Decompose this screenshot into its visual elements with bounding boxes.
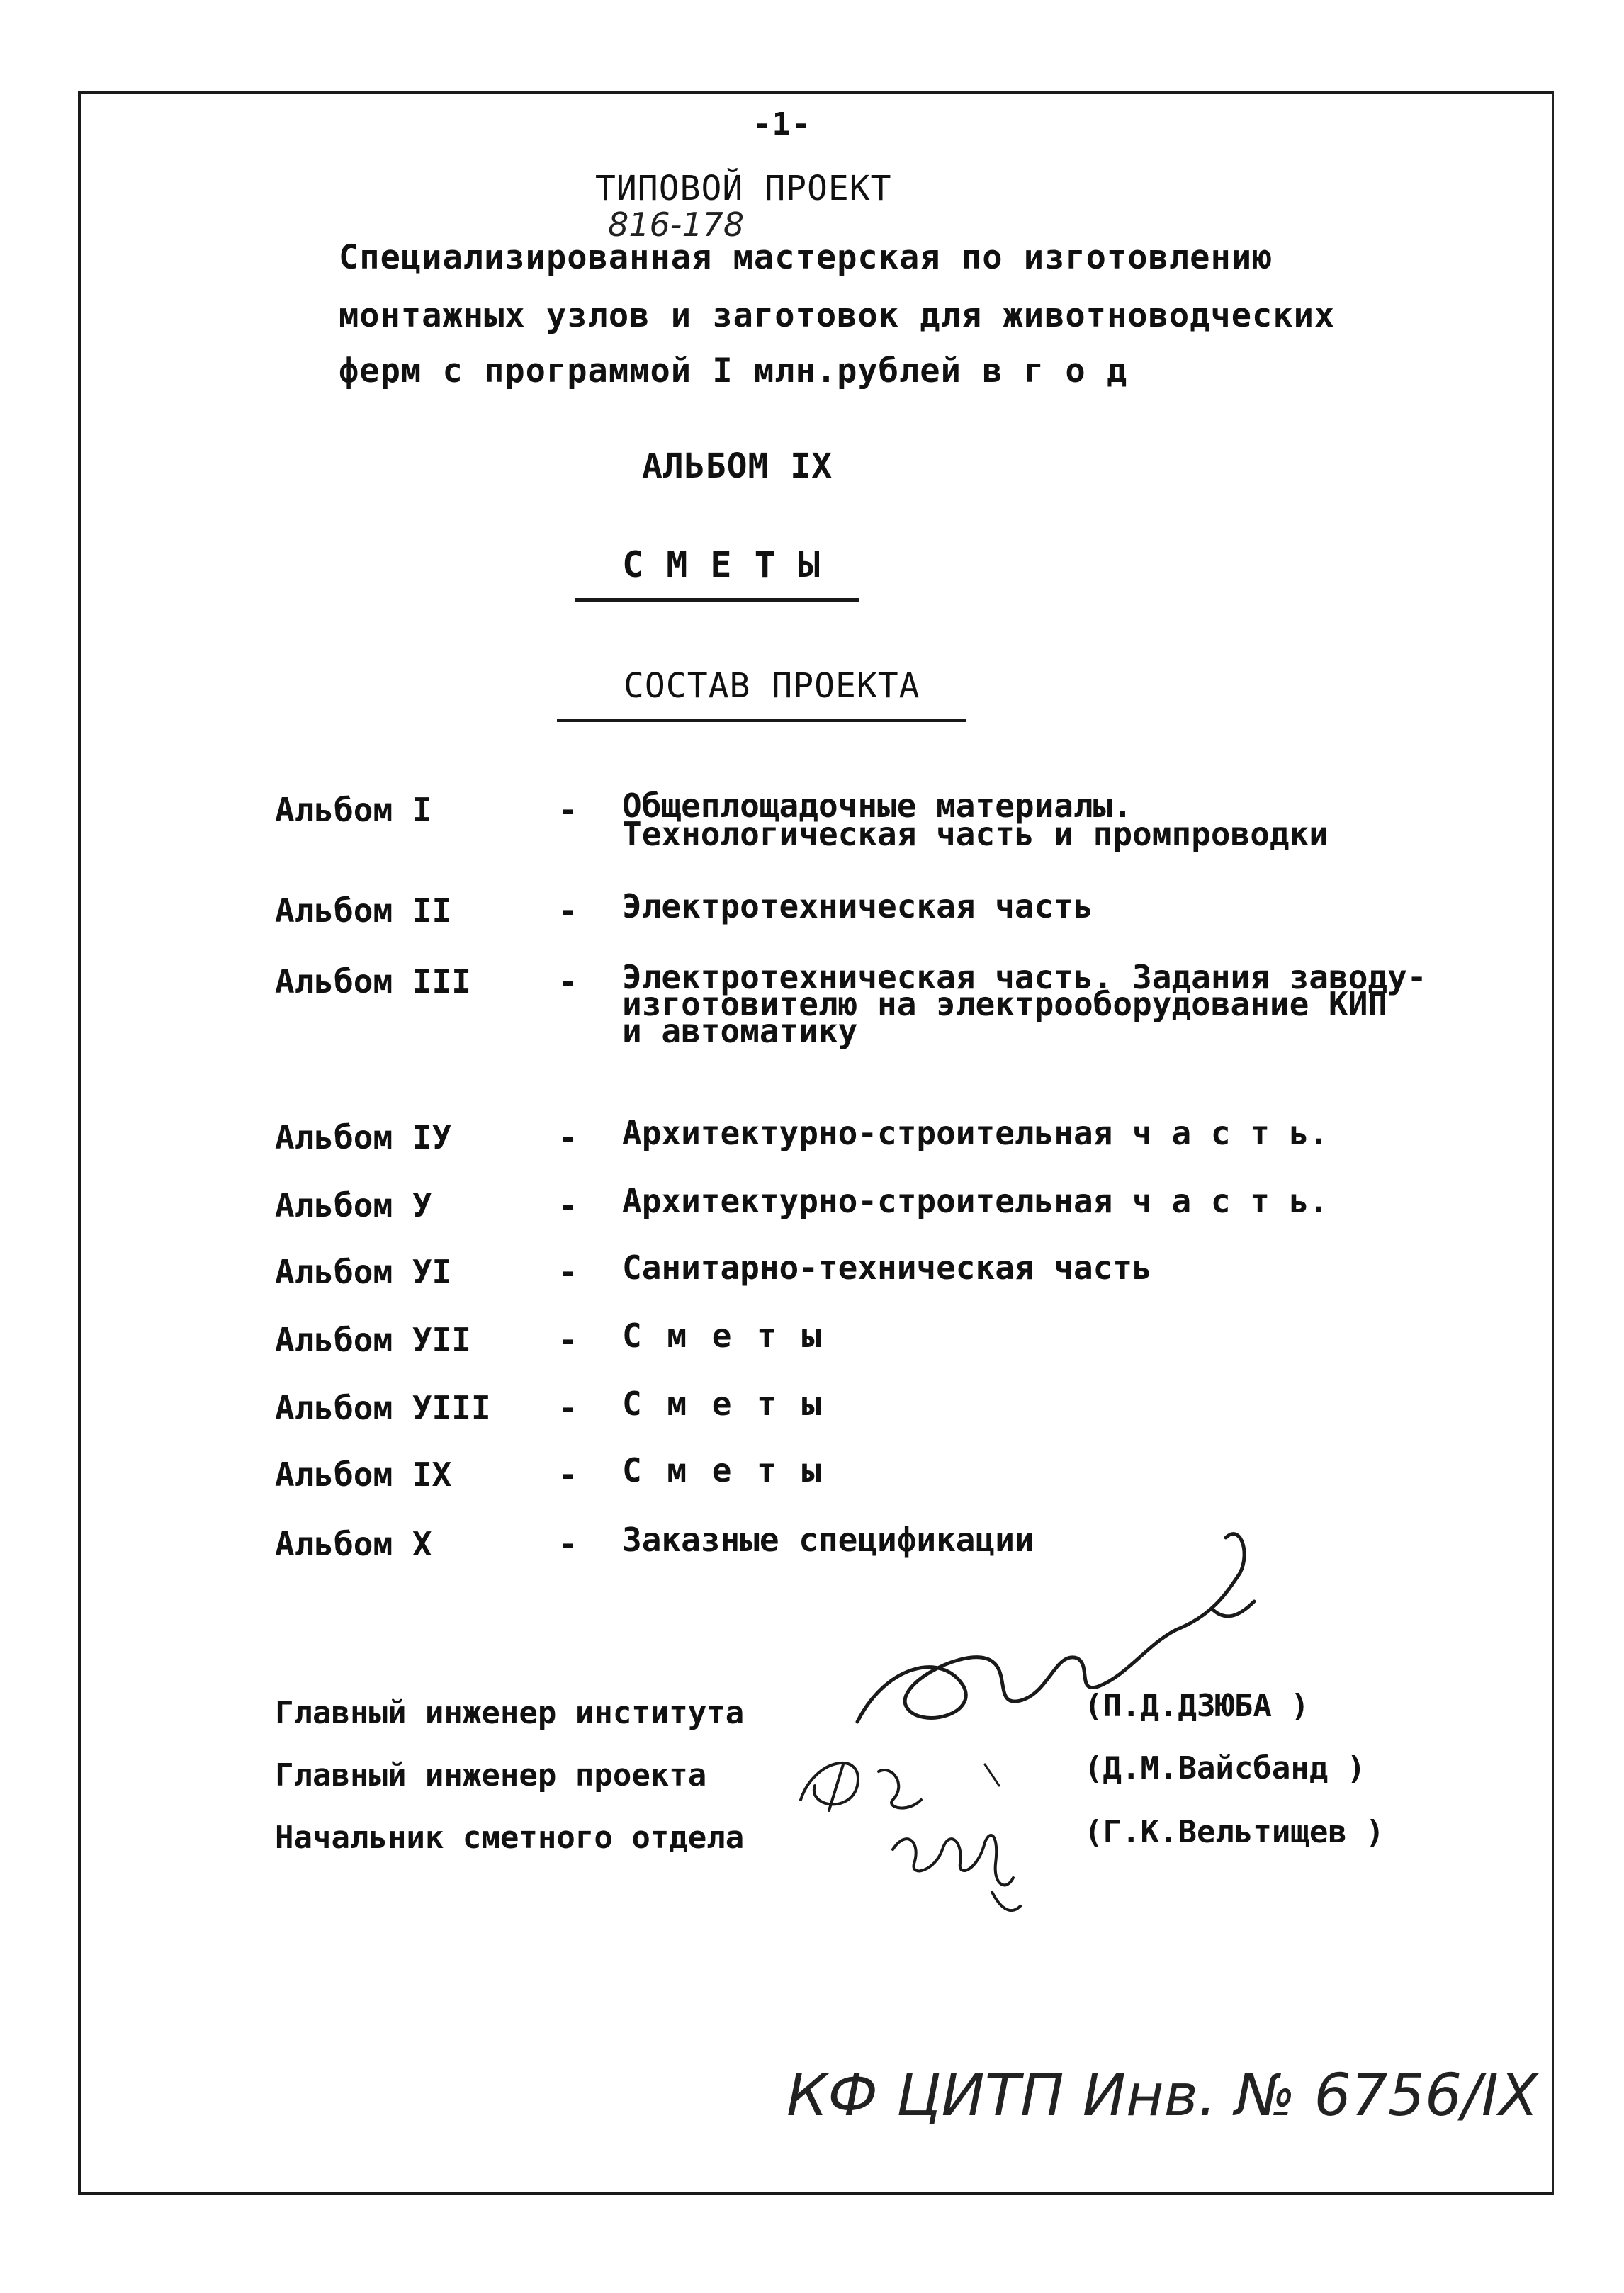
album-heading: АЛЬБОМ IX: [642, 446, 833, 486]
album-desc-line-1: Санитарно-техническая часть: [622, 1249, 1152, 1287]
album-name: Альбом УIII: [275, 1389, 491, 1427]
dash: -: [558, 1389, 578, 1427]
dash: -: [558, 891, 578, 930]
signature-3-icon: [879, 1800, 1049, 1927]
composition-title: СОСТАВ ПРОЕКТА: [624, 666, 920, 706]
album-name: Альбом УI: [275, 1253, 452, 1291]
album-desc-line-1: Электротехническая часть: [622, 887, 1093, 925]
dash: -: [558, 791, 578, 829]
album-name: Альбом У: [275, 1186, 432, 1224]
project-number: 816-178: [608, 205, 745, 244]
signatory-name-1: (П.Д.ДЗЮБА ): [1084, 1688, 1309, 1724]
album-name: Альбом I: [275, 791, 432, 829]
album-name: Альбом IX: [275, 1455, 452, 1494]
subtitle-line-2: монтажных узлов и заготовок для животноводческих: [339, 296, 1336, 335]
inventory-stamp: КФ ЦИТП Инв. № 6756/IX: [786, 2062, 1539, 2129]
album-desc-line-1: Архитектурно-строительная ч а с т ь.: [622, 1114, 1329, 1152]
section-title-underline: [575, 598, 859, 602]
section-title: С М Е Т Ы: [622, 544, 821, 585]
album-desc-line-1: Электротехническая часть. Задания заводу-: [622, 958, 1427, 996]
signatory-role-3: Начальник сметного отдела: [275, 1820, 745, 1856]
album-desc-line-2: изготовителю на электрооборудование КИП: [622, 985, 1388, 1023]
dash: -: [558, 1455, 578, 1494]
album-name: Альбом X: [275, 1525, 432, 1563]
signatory-name-3: (Г.К.Вельтищев ): [1084, 1814, 1385, 1850]
dash: -: [558, 1253, 578, 1291]
subtitle-line-1: Специализированная мастерская по изготовлению: [339, 238, 1273, 277]
album-desc-line-3: и автоматику: [622, 1012, 858, 1050]
album-desc-line-1: Архитектурно-строительная ч а с т ь.: [622, 1182, 1329, 1220]
dash: -: [558, 1118, 578, 1156]
signature-1-icon: [843, 1509, 1268, 1743]
album-desc-line-1: Заказные спецификации: [622, 1521, 1034, 1559]
dash: -: [558, 1321, 578, 1359]
document-title: ТИПОВОЙ ПРОЕКТ: [595, 169, 892, 208]
dash: -: [558, 1525, 578, 1563]
album-desc-line-1: С м е т ы: [622, 1317, 825, 1355]
album-name: Альбом II: [275, 891, 452, 930]
composition-title-underline: [557, 719, 966, 722]
subtitle-line-3: ферм с программой I млн.рублей в г о д: [339, 351, 1128, 390]
album-name: Альбом УII: [275, 1321, 471, 1359]
signatory-role-1: Главный инженер института: [275, 1695, 745, 1731]
dash: -: [558, 1186, 578, 1224]
dash: -: [558, 962, 578, 1001]
album-desc-line-2: Технологическая часть и промпроводки: [622, 815, 1329, 853]
album-desc-line-1: С м е т ы: [622, 1385, 825, 1423]
album-name: Альбом III: [275, 962, 471, 1001]
album-name: Альбом IУ: [275, 1118, 452, 1156]
signatory-name-2: (Д.М.Вайсбанд ): [1084, 1750, 1366, 1786]
album-desc-line-1: С м е т ы: [622, 1451, 825, 1489]
album-desc-line-1: Общеплощадочные материалы.: [622, 787, 1133, 825]
page-number: -1-: [752, 106, 811, 142]
signatory-role-2: Главный инженер проекта: [275, 1757, 707, 1793]
